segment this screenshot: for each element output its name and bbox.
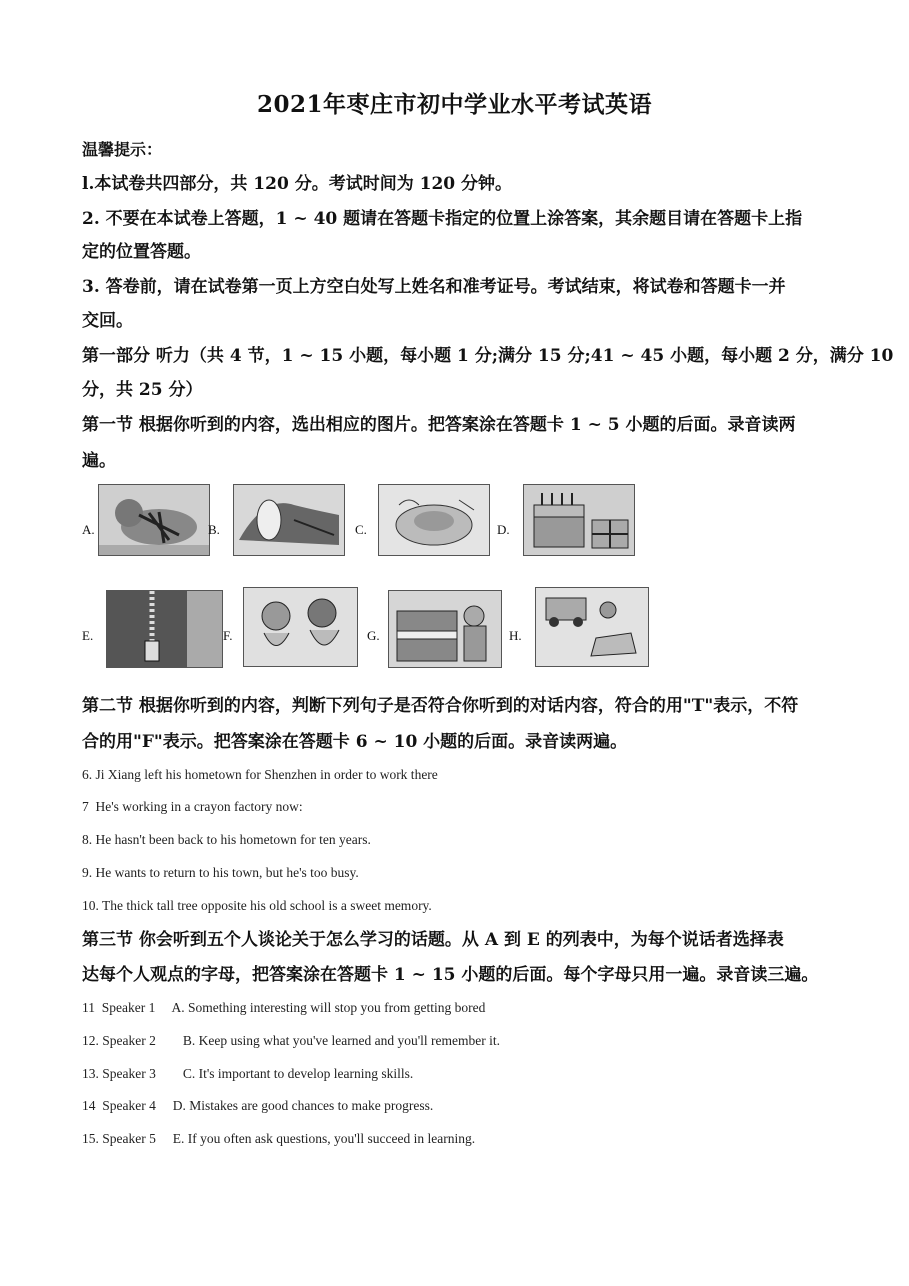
speaker-15: 15. Speaker 5 E. If you often ask questions, you'll succeed in learning.: [82, 1131, 476, 1146]
zipper-picture: [106, 590, 223, 668]
speaker-11: 11 Speaker 1 A. Something interesting will stop you from getting bored: [82, 1000, 486, 1015]
speaker-14: 14 Speaker 4 D. Mistakes are good chances to make progress.: [82, 1098, 434, 1113]
option-f-label: F.: [223, 628, 233, 643]
speaker-13: 13. Speaker 3 C. It's important to develop learning skills.: [82, 1066, 414, 1081]
option-e-label: E.: [82, 628, 94, 643]
option-h-label: H.: [509, 628, 522, 643]
tips-label: 温馨提示：: [82, 140, 163, 159]
part1-heading: 第一部分 听力（共 4 节，1 ~ 15 小题，每小题 1 分;满分 15 分;41 ~ 45 小题，每小题 2 分，满分 10: [82, 346, 894, 366]
section1-heading: 第一节 根据你听到的内容，选出相应的图片。把答案涂在答题卡 1 ~ 5 小题的后面。录音读两: [82, 415, 796, 435]
people-picture: [243, 587, 358, 667]
exam-title: 2021年枣庄市初中学业水平考试英语: [256, 91, 652, 118]
section2-heading: 第二节 根据你听到的内容，判断下列句子是否符合你听到的对话内容，符合的用"T"表示，不符: [82, 696, 799, 716]
statement-8: 8. He hasn't been back to his hometown for ten years.: [82, 832, 371, 847]
section1-heading-cont: 遍。: [82, 451, 116, 471]
option-a-label: A.: [82, 522, 95, 537]
statement-10: 10. The thick tall tree opposite his old school is a sweet memory.: [82, 898, 432, 913]
statement-9: 9. He wants to return to his town, but he's too busy.: [82, 865, 359, 880]
statement-6: 6. Ji Xiang left his hometown for Shenzhen in order to work there: [82, 767, 438, 782]
tip-2: 2. 不要在本试卷上答题，1 ~ 40 题请在答题卡指定的位置上涂答案，其余题目请在答题卡上指: [82, 209, 803, 229]
tip-3: 3. 答卷前，请在试卷第一页上方空白处写上姓名和准考证号。考试结束，将试卷和答题卡一并: [82, 277, 786, 297]
section3-heading-cont: 达每个人观点的字母，把答案涂在答题卡 1 ~ 15 小题的后面。每个字母只用一遍。录音读三遍。: [82, 965, 819, 985]
piano-picture: [388, 590, 502, 668]
section3-heading: 第三节 你会听到五个人谈论关于怎么学习的话题。从 A 到 E 的列表中，为每个说话者选择表: [82, 930, 784, 950]
tip-3-cont: 交回。: [82, 311, 133, 331]
option-d-label: D.: [497, 522, 510, 537]
turkey-picture: [378, 484, 490, 556]
speaker-12: 12. Speaker 2 B. Keep using what you've learned and you'll remember it.: [82, 1033, 501, 1048]
hands-picture: [233, 484, 345, 556]
tiger-picture: [98, 484, 210, 556]
accident-picture: [535, 587, 649, 667]
option-c-label: C.: [355, 522, 367, 537]
section2-heading-cont: 合的用"F"表示。把答案涂在答题卡 6 ~ 10 小题的后面。录音读两遍。: [82, 732, 628, 752]
part1-heading-cont: 分，共 25 分）: [82, 380, 203, 400]
tip-1: l.本试卷共四部分，共 120 分。考试时间为 120 分钟。: [82, 174, 513, 194]
tip-2-cont: 定的位置答题。: [82, 242, 201, 262]
cake-gift-picture: [523, 484, 635, 556]
statement-7: 7 He's working in a crayon factory now:: [82, 799, 303, 814]
option-g-label: G.: [367, 628, 380, 643]
option-b-label: B.: [208, 522, 220, 537]
